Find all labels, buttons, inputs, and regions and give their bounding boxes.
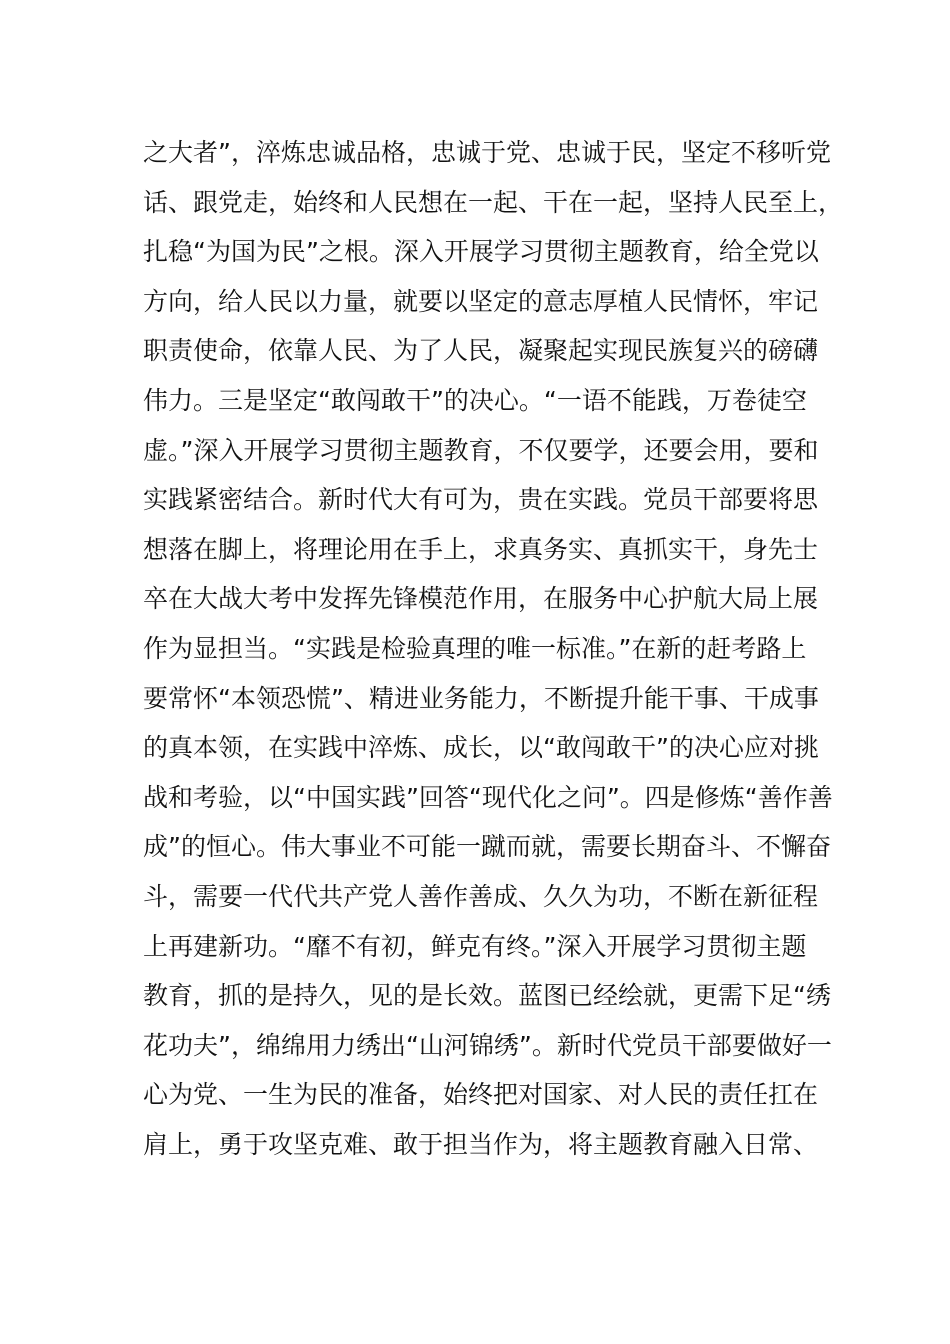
text-line: 方向，给人民以力量，就要以坚定的意志厚植人民情怀，牢记 [143,286,819,316]
text-line: 上再建新功。“靡不有初，鲜克有终。”深入开展学习贯彻主题 [143,931,807,961]
text-line: 伟力。三是坚定“敢闯敢干”的决心。“一语不能践，万卷徒空 [143,385,807,415]
text-line: 的真本领，在实践中淬炼、成长，以“敢闯敢干”的决心应对挑 [143,733,819,763]
text-line: 想落在脚上，将理论用在手上，求真务实、真抓实干，身先士 [143,534,819,564]
body-paragraph [143,128,844,1169]
text-line: 花功夫”，绵绵用力绣出“山河锦绣”。新时代党员干部要做好一 [143,1030,832,1060]
text-line: 作为显担当。“实践是检验真理的唯一标准。”在新的赶考路上 [143,633,807,663]
text-line: 肩上，勇于攻坚克难、敢于担当作为，将主题教育融入日常、 [143,1129,819,1159]
text-line: 卒在大战大考中发挥先锋模范作用，在服务中心护航大局上展 [143,584,819,614]
text-line: 要常怀“本领恐慌”、精进业务能力，不断提升能干事、干成事 [143,683,819,713]
text-line: 话、跟党走，始终和人民想在一起、干在一起，坚持人民至上， [143,187,844,217]
text-line: 虚。”深入开展学习贯彻主题教育，不仅要学，还要会用，要和 [143,435,819,465]
text-line: 实践紧密结合。新时代大有可为，贵在实践。党员干部要将思 [143,485,819,515]
text-line: 战和考验，以“中国实践”回答“现代化之问”。四是修炼“善作善 [143,782,833,812]
text-line: 之大者”，淬炼忠诚品格，忠诚于党、忠诚于民，坚定不移听党 [143,138,831,167]
text-line: 成”的恒心。伟大事业不可能一蹴而就，需要长期奋斗、不懈奋 [143,832,831,862]
text-line: 职责使命，依靠人民、为了人民，凝聚起实现民族复兴的磅礴 [143,336,819,366]
text-line: 斗，需要一代代共产党人善作善成、久久为功，不断在新征程 [143,881,819,911]
text-line: 心为党、一生为民的准备，始终把对国家、对人民的责任扛在 [143,1080,819,1110]
text-line: 扎稳“为国为民”之根。深入开展学习贯彻主题教育，给全党以 [143,237,819,267]
text-line: 教育，抓的是持久，见的是长效。蓝图已经绘就，更需下足“绣 [143,981,831,1011]
